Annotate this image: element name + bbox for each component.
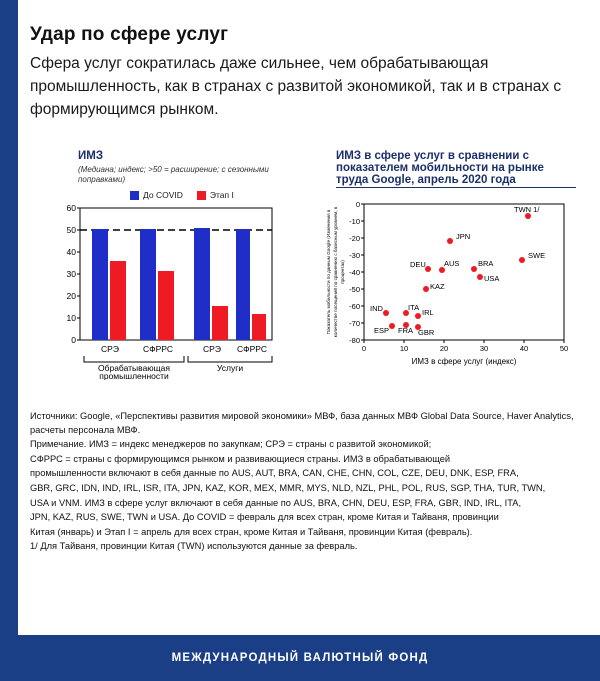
svg-text:ITA: ITA: [408, 303, 420, 312]
svg-text:СФРРС: СФРРС: [143, 344, 173, 354]
svg-text:20: 20: [439, 344, 449, 353]
svg-text:-10: -10: [349, 217, 360, 226]
notes-line-2: промышленности включают в себя данные по AUS, AUT, BRA, CAN, CHE, CHN, COL, CZE, DEU, DNK, ESP, FRA,: [30, 468, 519, 479]
svg-text:40: 40: [519, 344, 529, 353]
svg-text:DEU: DEU: [410, 260, 426, 269]
notes-line-6: Китая (январь) и Этап I = апрель для всех стран, кроме Китая и Тайваня, провинции Китая (февраль).: [30, 526, 473, 537]
notes-sources: Источники: Google, «Перспективы развития мировой экономики» МВФ, база данных МВФ Global Data Source, Haver Analytics, расчеты персонала МВФ.: [30, 411, 574, 435]
svg-text:50: 50: [66, 225, 76, 235]
legend-label-precovid: До COVID: [143, 190, 183, 200]
svg-text:40: 40: [66, 247, 76, 257]
svg-text:50: 50: [559, 344, 569, 353]
svg-text:СРЭ: СРЭ: [101, 344, 119, 354]
svg-text:0: 0: [71, 335, 76, 345]
notes-line-0: Примечание. ИМЗ = индекс менеджеров по закупкам; СРЭ = страны с развитой экономикой;: [30, 439, 432, 450]
svg-text:-40: -40: [349, 268, 360, 277]
svg-text:FRA: FRA: [398, 326, 413, 335]
svg-text:20: 20: [66, 291, 76, 301]
svg-text:количестве посещений по сравне: количестве посещений по сравнению с базисным уровнем, в: [333, 206, 338, 338]
svg-text:-30: -30: [349, 251, 360, 260]
page-title: Удар по сфере услуг: [30, 24, 229, 45]
notes-line-4: USA и VNM. ИМЗ в сфере услуг включают в себя данные по AUS, BRA, CHN, DEU, ESP, FRA, GBR, IND, IRL, ITA,: [30, 497, 522, 508]
svg-text:JPN: JPN: [456, 232, 471, 241]
notes-line-1: СФРРС = страны с формирующимся рынком и развивающиеся страны. ИМЗ в обрабатывающей: [30, 453, 451, 464]
left-accent-bar: [0, 0, 18, 681]
svg-text:Обрабатывающая: Обрабатывающая: [98, 363, 170, 373]
svg-text:30: 30: [66, 269, 76, 279]
svg-text:процентах): процентах): [340, 260, 345, 284]
svg-text:ИМЗ в сфере услуг (индекс): ИМЗ в сфере услуг (индекс): [411, 357, 517, 366]
pmi-mobility-scatter-chart: [318, 150, 586, 390]
svg-text:60: 60: [66, 203, 76, 213]
svg-text:GBR: GBR: [418, 328, 435, 337]
svg-text:-80: -80: [349, 336, 360, 345]
svg-text:-20: -20: [349, 234, 360, 243]
notes-line-7: 1/ Для Тайваня, провинции Китая (TWN) используются данные за февраль.: [30, 541, 358, 552]
svg-text:IND: IND: [370, 304, 383, 313]
bar-chart-canvas: [44, 150, 294, 380]
svg-text:KAZ: KAZ: [430, 282, 445, 291]
svg-text:0: 0: [355, 200, 360, 209]
page-subtitle: Сфера услуг сократилась даже сильнее, чем обрабатывающая промышленность, как в странах с развитой экономикой, так и в странах с формирующимся рынком.: [30, 55, 562, 118]
svg-text:-50: -50: [349, 285, 360, 294]
footer-label: МЕЖДУНАРОДНЫЙ ВАЛЮТНЫЙ ФОНД: [171, 652, 429, 664]
charts-container: [30, 150, 586, 400]
svg-text:-60: -60: [349, 302, 360, 311]
svg-text:TWN 1/: TWN 1/: [514, 205, 540, 214]
svg-text:10: 10: [399, 344, 409, 353]
bar-chart-title: ИМЗ: [78, 150, 104, 162]
svg-text:-70: -70: [349, 319, 360, 328]
bar-chart-subtitle: (Медиана; индекс; >50 = расширение; с сезонными поправками): [78, 165, 269, 184]
svg-text:BRA: BRA: [478, 259, 494, 268]
svg-text:промышленности: промышленности: [99, 371, 169, 380]
notes-line-5: JPN, KAZ, RUS, SWE, TWN и USA. До COVID = февраль для всех стран, кроме Китая и Тайваня, провинции: [30, 512, 499, 523]
svg-text:SWE: SWE: [528, 251, 546, 260]
svg-text:СРЭ: СРЭ: [203, 344, 221, 354]
svg-text:USA: USA: [484, 274, 500, 283]
svg-text:Показатель мобильности по данн: Показатель мобильности по данным Google (Изменения в: [326, 209, 331, 335]
legend-label-phase1: Этап I: [209, 190, 234, 200]
pmi-bar-chart: [44, 150, 294, 380]
scatter-chart-title: ИМЗ в сфере услуг в сравнении с показателем мобильности на рынке труда Google, апрель 2020 года: [336, 150, 576, 188]
svg-text:30: 30: [479, 344, 489, 353]
svg-text:10: 10: [66, 313, 76, 323]
svg-text:0: 0: [361, 344, 367, 353]
notes-line-3: GBR, GRC, IDN, IND, IRL, ISR, ITA, JPN, KAZ, KOR, MEX, MMR, MYS, NLD, NZL, PHL, POL, RUS, SGP, THA, TUR, TWN,: [30, 482, 546, 493]
svg-text:IRL: IRL: [422, 308, 434, 317]
slide-content: [18, 0, 600, 681]
svg-text:Услуги: Услуги: [216, 363, 244, 373]
svg-text:ESP: ESP: [374, 326, 390, 335]
svg-text:AUS: AUS: [444, 259, 460, 268]
notes-block: [30, 410, 586, 555]
svg-text:СФРРС: СФРРС: [237, 344, 267, 354]
scatter-chart-canvas: [318, 194, 586, 434]
